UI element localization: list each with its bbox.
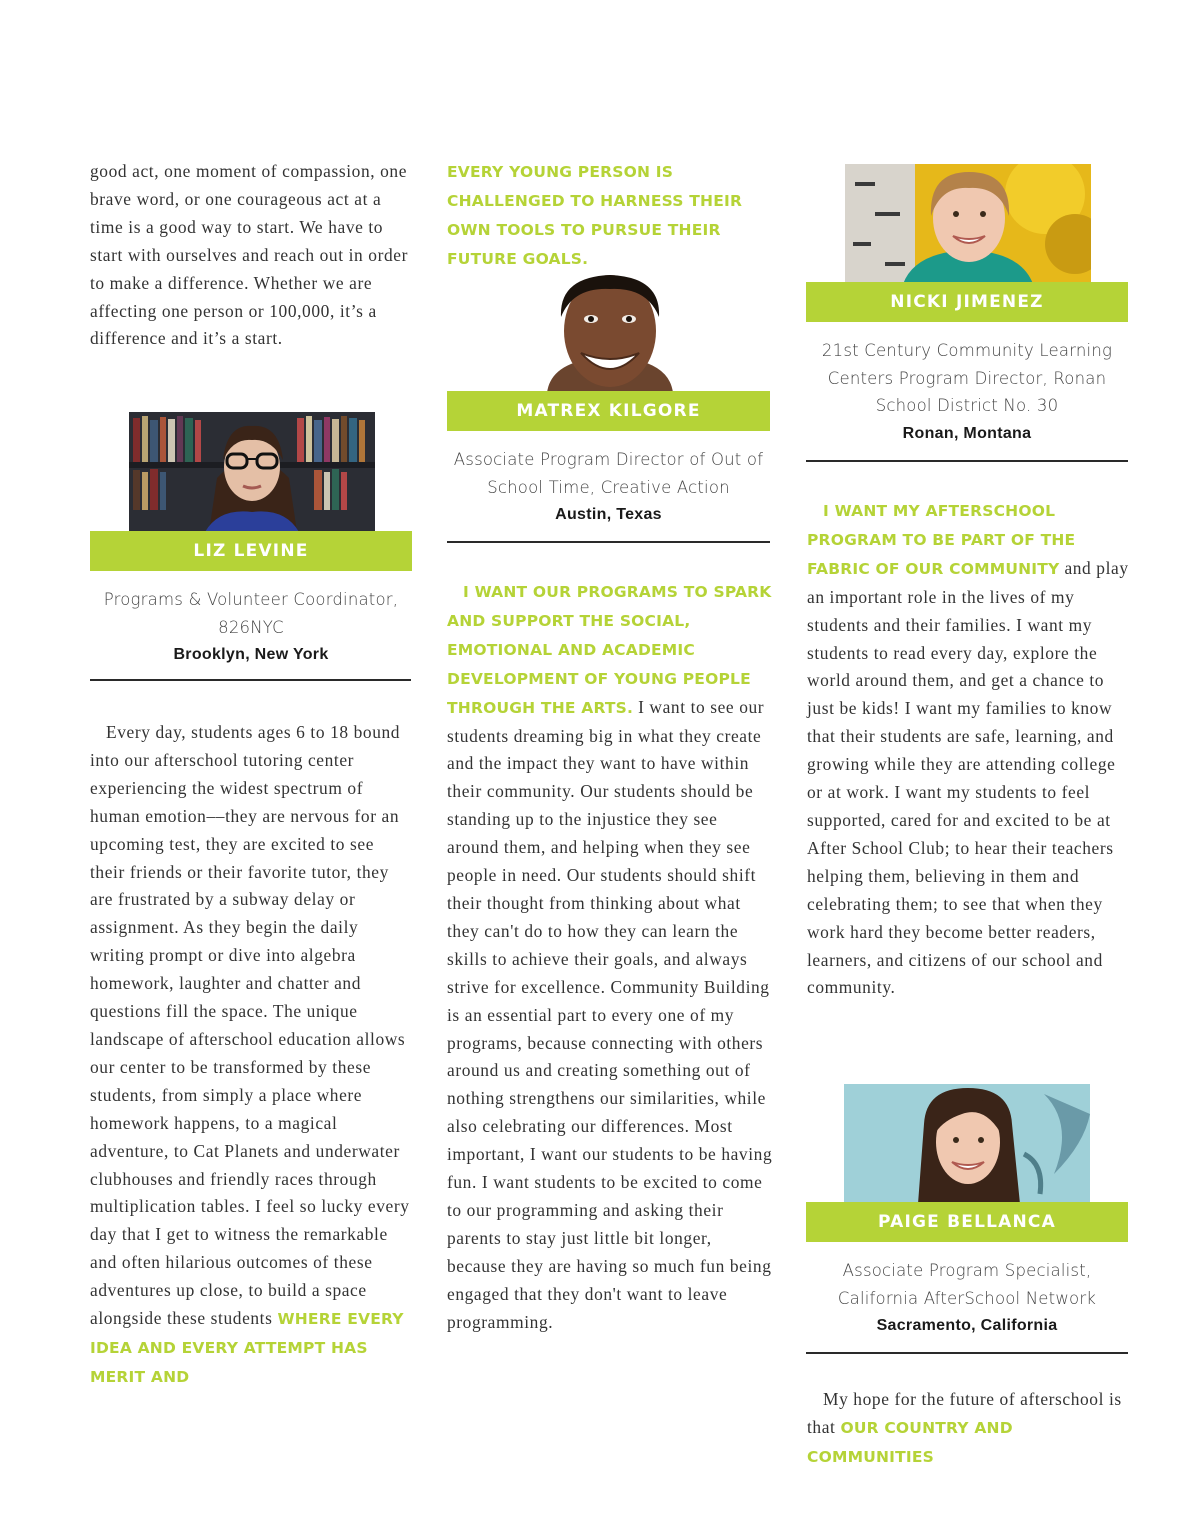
nicki-jimenez-name-bar: NICKI JIMENEZ xyxy=(806,282,1128,322)
liz-levine-location: Brooklyn, New York xyxy=(173,646,329,663)
divider xyxy=(447,541,770,543)
nicki-jimenez-location: Ronan, Montana xyxy=(902,424,1032,442)
liz-levine-quote: Every day, students ages 6 to 18 bound into our afterschool tutoring center experiencing the widest spectrum of human emotion––they are nervous for an upcoming test, they are excited to see their friends or their favorite tutor, they are frustrated by a subway delay or assignment. As they begin the daily writing prompt or dive into algebra homework, laughter and chatter and questions fill the space. The unique landscape of afterschool education allows our center to be transformed by these students, from simply a place where homework happens, to a magical adventure, to Cat Planets and underwater clubhouses and friendly races through multiplication tables. I feel so lucky every day that I get to witness the remarkable and often hilarious outcomes of these adventures up close, to build a space alongside these students WHERE EVERY IDEA AND EVERY ATTEMPT HAS MERIT AND xyxy=(90,722,410,1386)
paige-bellanca-name-bar: PAIGE BELLANCA xyxy=(806,1202,1128,1242)
nicki-jimenez-photo xyxy=(845,164,1091,284)
matrex-kilgore-photo xyxy=(487,273,733,393)
liz-levine-photo xyxy=(129,412,375,532)
divider xyxy=(806,460,1128,462)
intro-paragraph: good act, one moment of compassion, one brave word, or one courageous act at a time is a good way to start. We have to start with ourselves and reach out in order to make a difference. Whether we are affecting one person or 100,000, it’s a difference and it’s a start. xyxy=(90,161,408,349)
divider xyxy=(90,679,411,681)
liz-levine-role: Programs & Volunteer Coordinator, 826NYC Brooklyn, New York xyxy=(90,586,412,669)
liz-levine-name-bar: LIZ LEVINE xyxy=(90,531,412,571)
matrex-kilgore-role: Associate Program Director of Out of School Time, Creative Action Austin, Texas xyxy=(447,446,770,529)
divider xyxy=(806,1352,1128,1354)
matrex-kilgore-location: Austin, Texas xyxy=(555,506,662,523)
nicki-jimenez-role: 21st Century Community Learning Centers Program Director, Ronan School District No. 30 Ronan, Montana xyxy=(806,337,1128,447)
nicki-jimenez-quote: I WANT MY AFTERSCHOOL PROGRAM TO BE PART OF THE FABRIC OF OUR COMMUNITY and play an important role in the lives of my students and their families. I want my students to read every day, explore the world around them, and get a chance to just be kids! I want my families to know that their students are safe, learning, and growing while they are attending college or at work. I want my students to feel supported, cared for and excited to be at After School Club; to hear their teachers helping them, believing in them and celebrating them; to see that when they work hard they become better readers, learners, and citizens of our school and community. xyxy=(807,502,1129,998)
paige-bellanca-photo xyxy=(844,1084,1090,1204)
matrex-kilgore-quote: I WANT OUR PROGRAMS TO SPARK AND SUPPORT THE SOCIAL, EMOTIONAL AND ACADEMIC DEVELOPMENT OF YOUNG PEOPLE THROUGH THE ARTS. I want to see our students dreaming big in what they create and the impact they want to have within their community. Our students should be standing up to the injustice they see around them, and helping when they see people in need. Our students should shift their thought from thinking about what they can't do to how they can learn the skills to achieve their goals, and always strive for excellence. Community Building is an essential part to every one of my programs, because connecting with others around us and creating something out of nothing strengthens our similarities, while also celebrating our differences. Most important, I want our students to be having fun. I want students to be excited to come to our programming and asking their parents to stay just little bit longer, because they are having so much fun being engaged that they don't want to leave programming. xyxy=(447,583,773,1332)
paige-bellanca-role: Associate Program Specialist, California AfterSchool Network Sacramento, California xyxy=(806,1257,1128,1340)
matrex-kilgore-name-bar: MATREX KILGORE xyxy=(447,391,770,431)
col2-top-highlight: EVERY YOUNG PERSON IS CHALLENGED TO HARNESS THEIR OWN TOOLS TO PURSUE THEIR FUTURE GOALS. xyxy=(447,163,743,268)
paige-bellanca-quote: My hope for the future of afterschool is that OUR COUNTRY AND COMMUNITIES xyxy=(807,1389,1122,1466)
paige-bellanca-location: Sacramento, California xyxy=(876,1317,1058,1334)
